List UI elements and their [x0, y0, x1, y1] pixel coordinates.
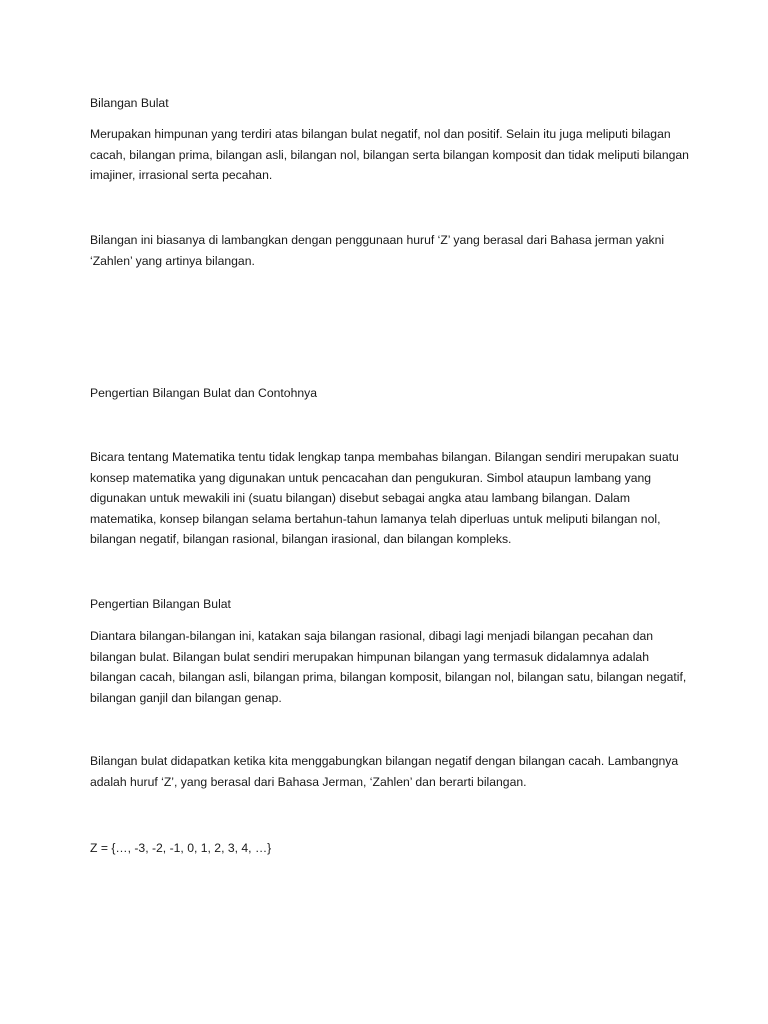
paragraph-rasional: Diantara bilangan-bilangan ini, katakan saja bilangan rasional, dibagi lagi menjadi bilangan pecahan dan bilangan bulat. Bilangan bulat sendiri merupakan himpunan bilangan yang termasuk didalamnya adalah bilangan cacah, bilangan asli, bilangan prima, bilangan komposit, bilangan nol, bilangan satu, bilangan negatif, bilangan ganjil dan bilangan genap. [90, 629, 687, 705]
paragraph-definition: Merupakan himpunan yang terdiri atas bilangan bulat negatif, nol dan positif. Selain itu juga meliputi bilagan cacah, bilangan prima, bilangan asli, bilangan nol, bilangan serta bilangan komposit dan tidak meliputi bilangan imajiner, irrasional serta pecahan. [90, 127, 689, 182]
paragraph-gabungan: Bilangan bulat didapatkan ketika kita menggabungkan bilangan negatif dengan bilangan cacah. Lambangnya adalah huruf ‘Z’, yang berasal dari Bahasa Jerman, ‘Zahlen’ dan berarti bilangan. [90, 754, 679, 789]
paragraph-matematika: Bicara tentang Matematika tentu tidak lengkap tanpa membahas bilangan. Bilangan sendiri merupakan suatu konsep matematika yang digunakan untuk pencacahan dan pengukuran. Simbol ataupun lambang yang digunakan untuk mewakili ini (suatu bilangan) disebut sebagai angka atau lambang bilangan. Dalam matematika, konsep bilangan selama bertahun-tahun lamanya telah diperluas untuk meliputi bilangan nol, bilangan negatif, bilangan rasional, bilangan irasional, dan bilangan kompleks. [90, 450, 679, 546]
section-heading-bilangan-bulat: Bilangan Bulat [90, 96, 169, 110]
section-heading-pengertian-contoh: Pengertian Bilangan Bulat dan Contohnya [90, 386, 317, 400]
section-heading-pengertian: Pengertian Bilangan Bulat [90, 597, 231, 611]
integer-set-formula: Z = {…, -3, -2, -1, 0, 1, 2, 3, 4, …} [90, 841, 272, 855]
paragraph-symbol: Bilangan ini biasanya di lambangkan dengan penggunaan huruf ‘Z’ yang berasal dari Bahasa jerman yakni ‘Zahlen’ yang artinya bilangan. [90, 233, 665, 268]
